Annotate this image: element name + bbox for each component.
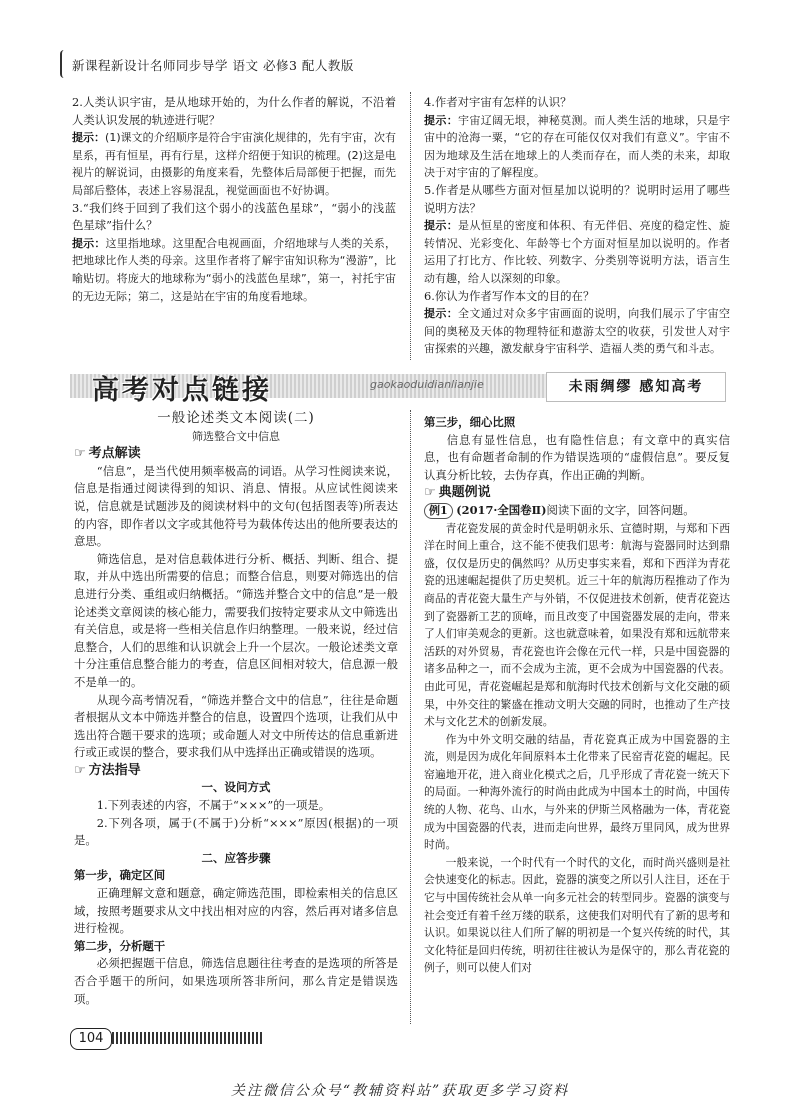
- question-5: 5.作者是从哪些方面对恒星加以说明的？说明时运用了哪些说明方法？: [424, 182, 730, 215]
- pointing-hand-icon: ☞: [424, 485, 436, 501]
- question-2: 2.人类认识宇宙，是从地球开始的，为什么作者的解说，不沿着人类认识发展的轨迹进行呢？: [72, 95, 396, 127]
- kaodian-heading: [74, 445, 398, 463]
- banner-slogan: 未雨绸缪 感知高考: [546, 372, 726, 402]
- section-banner: [70, 368, 726, 404]
- tip-2: [72, 129, 396, 199]
- banner-pinyin: gaokaoduidianlianjie: [370, 378, 484, 391]
- tip-6: [424, 305, 730, 358]
- tip-label: 提示：: [72, 236, 106, 250]
- top-left-column: [72, 94, 396, 305]
- step-1-text: 正确理解文意和题意，确定筛选范围，即检索相关的信息区域，按照考题要求从文中找出相对应的内容，然后再对诸多信息进行检视。: [74, 886, 398, 936]
- example-instruction: 阅读下面的文字，回答问题。: [546, 502, 695, 517]
- bottom-right-column: [424, 414, 730, 977]
- tip-text: 全文通过对众多宇宙画面的说明，向我们展示了宇宙空间的奥秘及天体的物理特征和遨游太空的收获，引发世人对宇宙探索的兴趣，激发献身宇宙科学、造福人类的勇气和斗志。: [424, 307, 731, 356]
- tip-label: 提示：: [72, 131, 106, 145]
- running-header: 新课程新设计名师同步导学 语文 必修3 配人教版: [72, 58, 354, 73]
- passage-para-1: 青花瓷发展的黄金时代是明朝永乐、宣德时期，与郑和下西洋在时间上重合，这不能不使我们思考：航海与瓷器同时达到鼎盛，仅仅是历史的偶然吗？从历史事实来看，郑和下西洋为青花瓷的迅速崛起提供了历史契机。近三十年的航海历程推动了作为商品的青花瓷大量生产与外销，不仅促进技术创新，使青花瓷达到了瓷器新工艺的顶峰，而且改变了中国瓷器发展的走向，带来了人们审美观念的更新。这也就意味着，如果没有郑和远航带来活跃的对外贸易，青花瓷也许会像在元代一样，只是中国瓷器的诸多品种之一，而不会成为主流，更不会成为中国瓷器的代表。由此可见，青花瓷崛起是郑和航海时代技术创新与文化交融的硕果，中外交往的繁盛在推动文明大交融的同时，也推动了生产技术与文化艺术的创新发展。: [424, 521, 730, 729]
- tip-4: [424, 112, 730, 182]
- example-tag: 例1: [424, 503, 453, 519]
- step-3-title: 第三步，细心比照: [424, 415, 516, 429]
- top-right-column: [424, 94, 730, 358]
- column-divider-top: [410, 92, 411, 360]
- footer-note: 关注微信公众号“教辅资料站”获取更多学习资料: [230, 1083, 570, 1099]
- fangfa-item-1: 1.下列表述的内容，不属于“×××”的一项是。: [96, 798, 331, 813]
- page-number-hatch: [112, 1032, 262, 1044]
- dianti-heading-text: 典题例说: [438, 485, 491, 501]
- question-6: 6.你认为作者写作本文的目的在？: [424, 288, 595, 303]
- dianti-heading: [424, 484, 730, 502]
- bottom-left-column: [74, 410, 398, 1008]
- pointing-hand-icon: ☞: [74, 446, 86, 462]
- tip-text: (1)课文的介绍顺序是符合宇宙演化规律的，先有宇宙，次有星系，再有恒星，再有行星，这样介绍便于知识的梳理。(2)这是电视片的解说词，由摄影的角度来看，先整体后局部便于把握，而先局部后整体，表述上容易混乱，视觉画面也不好协调。: [72, 131, 396, 197]
- example-intro: [424, 502, 730, 520]
- fangfa-item-2: 2.下列各项，属于(不属于)分析“×××”原因(根据)的一项是。: [74, 815, 398, 848]
- column-divider-bottom: [410, 410, 411, 1024]
- fangfa-sub-2: 二、应答步骤: [201, 850, 271, 865]
- step-2-text: 必须把握题干信息，筛选信息题往往考查的是选项的所答是否合乎题干的所问，如果选项所答非所问，那么肯定是错误选项。: [74, 956, 398, 1006]
- question-4: 4.作者对宇宙有怎样的认识？: [424, 95, 572, 109]
- tip-label: 提示：: [424, 307, 459, 321]
- tip-text: 这里指地球。这里配合电视画面，介绍地球与人类的关系，把地球比作人类的母亲。这里作者将了解宇宙知识称为“漫游”，比喻贴切。将庞大的地球称为“弱小的浅蓝色星球”，第一，衬托宇宙的无边无际；第二，这是站在宇宙的角度看地球。: [72, 236, 397, 303]
- section-title: 一般论述类文本阅读(二): [157, 410, 315, 426]
- example-source: (2017·全国卷Ⅱ): [456, 502, 547, 517]
- kaodian-para-1: “信息”，是当代使用频率极高的词语。从学习性阅读来说，信息是指通过阅读得到的知识、消息、情报。从应试性阅读来说，信息就是试题涉及的阅读材料中的文句(包括图表等)所表达的内容，即作者以文字或其他符号为载体传达出的他所要表达的意思。: [74, 463, 398, 549]
- passage-para-2: 作为中外文明交融的结晶，青花瓷真正成为中国瓷器的主流，则是因为成化年间原料本土化带来了民窑青花瓷的崛起。民窑遍地开花，进入商业化模式之后，几乎形成了青花瓷一统天下的局面。一种海外流行的时尚由此成为中国本土的时尚，中国传统的人物、花鸟、山水，与外来的伊斯兰风格融为一体，青花瓷成为中国瓷器的代表，进而走向世界，最终万里同风，成为世界时尚。: [424, 732, 730, 852]
- tip-3: [72, 235, 396, 305]
- pointing-hand-icon: ☞: [74, 762, 86, 778]
- section-subtitle: 筛选整合文中信息: [192, 429, 280, 443]
- page-number: 104: [70, 1028, 112, 1050]
- kaodian-para-2: 筛选信息，是对信息载体进行分析、概括、判断、组合、提取，并从中选出所需要的信息；而整合信息，则要对筛选出的信息进行分类、重组或归纳概括。“筛选并整合文中的信息”是一般论述类文章阅读的核心能力，需要我们按特定要求从文中筛选出有关信息，或是将一些相关信息作归纳整理。一般来说，经过信息整合，人们的思维和认识就会上升一个层次。一般论述类文章十分注重信息整合能力的考查，信息区间相对较大，信息源一般不是单一的。: [74, 551, 398, 689]
- fangfa-heading-text: 方法指导: [88, 762, 141, 778]
- header-bracket: [60, 50, 65, 78]
- tip-label: 提示：: [424, 113, 459, 127]
- step-3-text: 信息有显性信息，也有隐性信息；有文章中的真实信息，也有命题者命制的作为错误选项的“虚假信息”。要反复认真分析比较，去伪存真，作出正确的判断。: [424, 432, 730, 482]
- step-1-title: 第一步，确定区间: [74, 868, 166, 883]
- banner-title: 高考对点链接: [92, 375, 272, 406]
- tip-label: 提示：: [424, 219, 459, 233]
- question-3: 3.“我们终于回到了我们这个弱小的浅蓝色星球”，“弱小的浅蓝色星球”指什么？: [72, 200, 396, 233]
- step-2-title: 第二步，分析题干: [74, 938, 166, 953]
- tip-text: 是从恒星的密度和体积、有无伴侣、亮度的稳定性、旋转情况、光彩变化、年龄等七个方面对恒星加以说明的。作者运用了打比方、作比较、列数字、分类别等说明方法，语言生动有趣，给人以深刻的印象。: [424, 219, 731, 285]
- kaodian-heading-text: 考点解读: [88, 446, 141, 462]
- tip-5: [424, 217, 730, 287]
- fangfa-heading: [74, 762, 398, 780]
- fangfa-sub-1: 一、设问方式: [201, 780, 271, 795]
- passage-para-3: 一般来说，一个时代有一个时代的文化，而时尚兴盛则是社会快速变化的标志。因此，瓷器的演变之所以引人注目，还在于它与中国传统社会从单一向多元社会的转型同步。瓷器的演变与社会变迁有着千丝万缕的联系，这使我们对明代有了新的思考和认识。如果说以往人们所了解的明初是一个复兴传统的时代，其文化特征是回归传统，明初往往被认为是保守的，那么青花瓷的例子，则可以使人们对: [424, 855, 730, 975]
- tip-text: 宇宙辽阔无垠，神秘莫测。而人类生活的地球，只是宇宙中的沧海一粟，“它的存在可能仅仅对我们有意义”。宇宙不因为地球及生活在地球上的人类而存在，而人类的未来，却取决于对宇宙的了解程度。: [424, 113, 731, 180]
- kaodian-para-3: 从现今高考情况看，“筛选并整合文中的信息”，往往是命题者根据从文本中筛选并整合的信息，设置四个选项，让我们从中选出符合题干要求的选项；或命题人对文中所传达的信息重新进行或正或误的整合，要求我们从中选择出正确或错误的选项。: [74, 692, 398, 760]
